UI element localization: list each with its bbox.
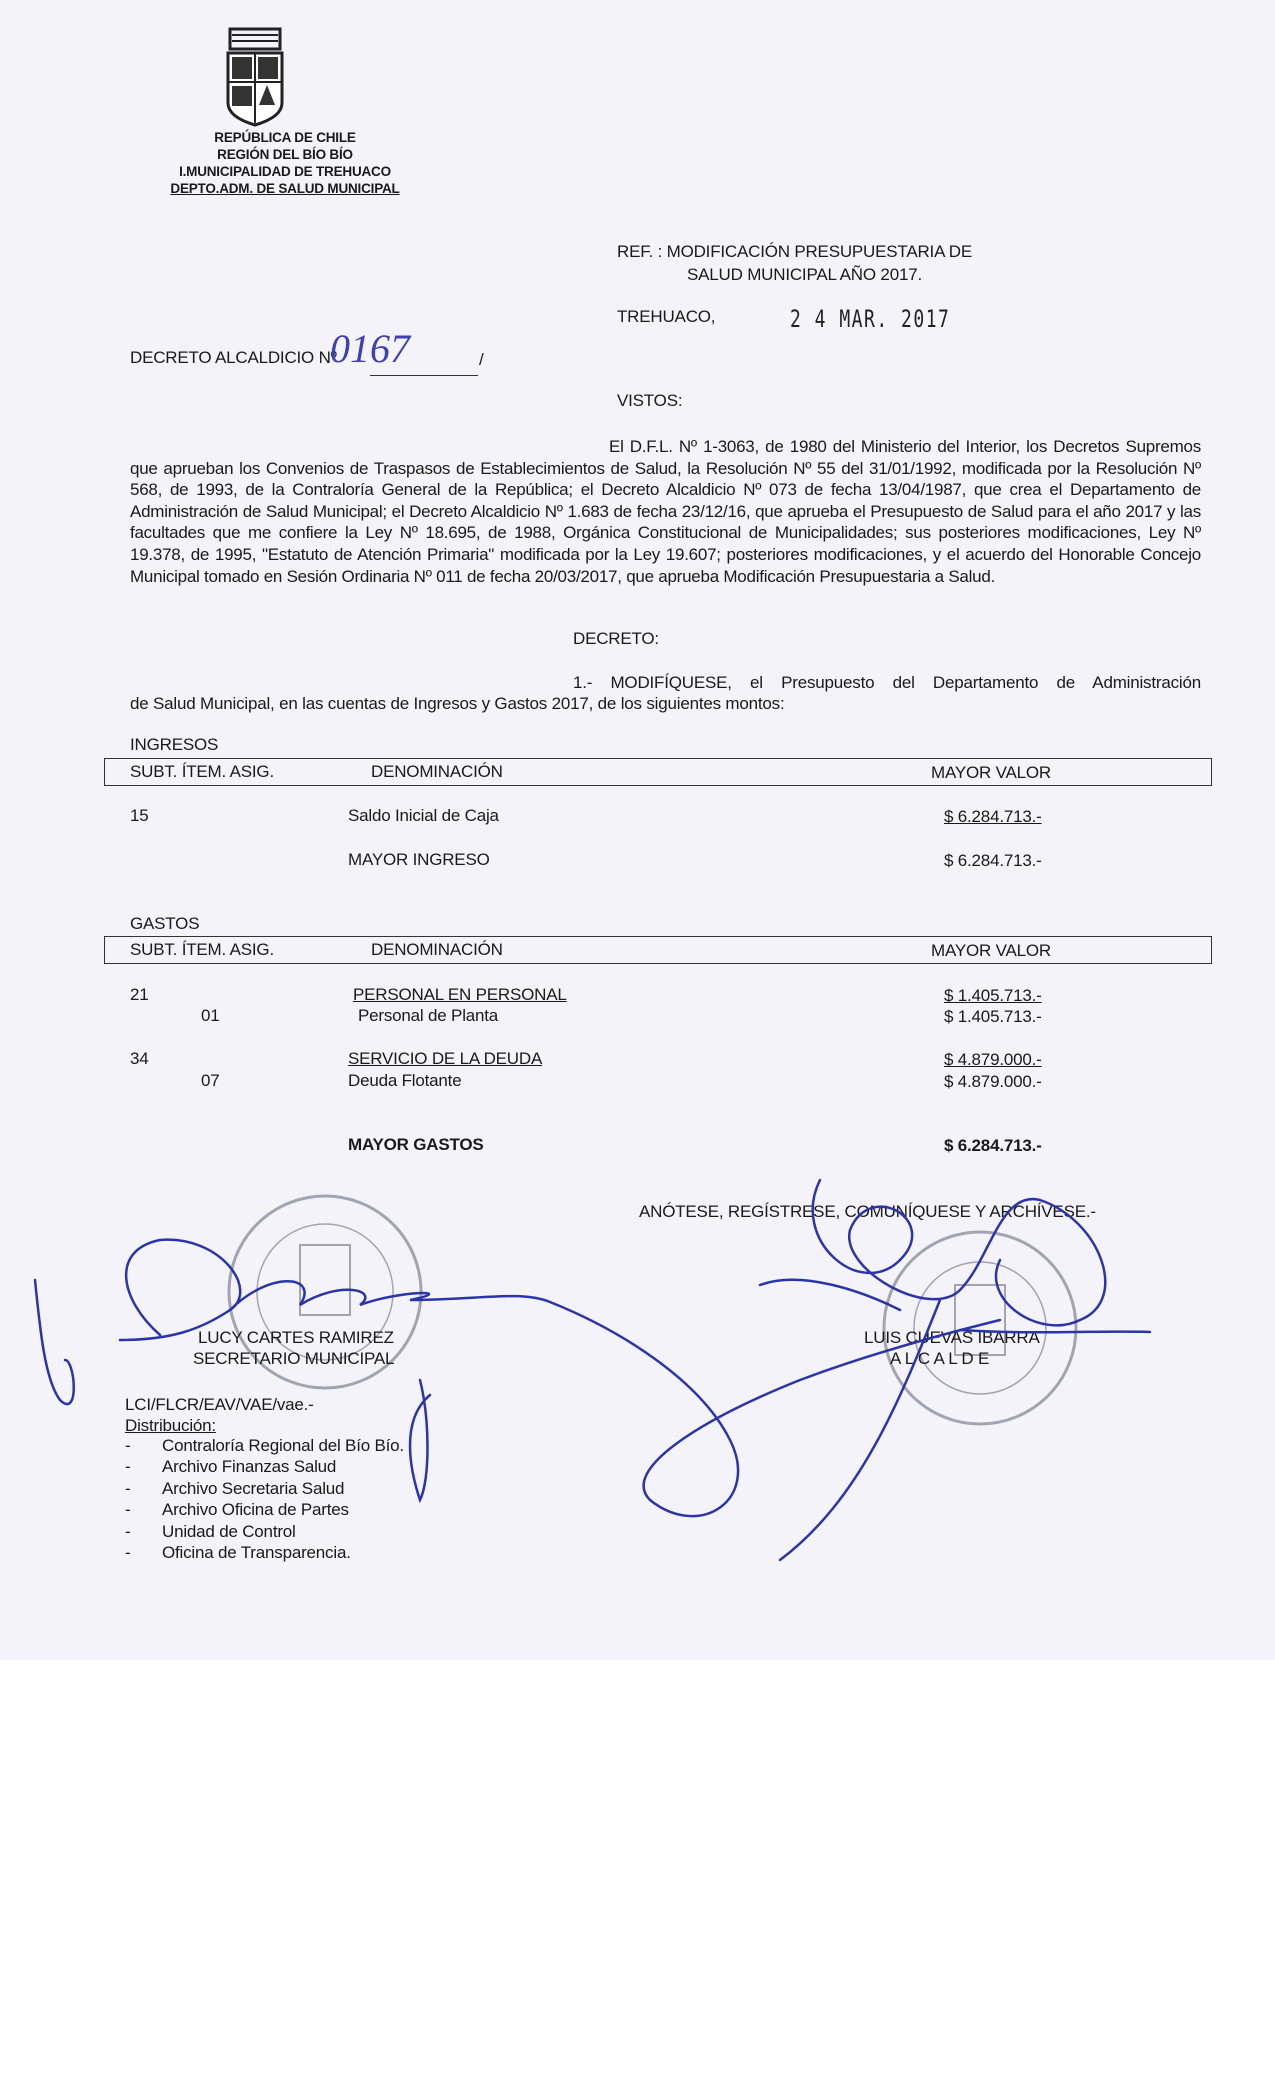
gastos-subt: 34 [130,1049,149,1068]
col-name: DENOMINACIÓN [371,762,503,781]
gastos-name: SERVICIO DE LA DEUDA [348,1049,543,1068]
ref-line-1: REF. : MODIFICACIÓN PRESUPUESTARIA DE [617,242,973,261]
header-line: I.MUNICIPALIDAD DE TREHUACO [179,164,391,179]
list-bullet: - [125,1522,131,1541]
list-item: Unidad de Control [162,1522,296,1541]
left-signatory-title: SECRETARIO MUNICIPAL [193,1349,395,1368]
closing-text: ANÓTESE, REGÍSTRESE, COMUNÍQUESE Y ARCHÍVESE.- [639,1202,1096,1221]
ingresos-value: $ 6.284.713.- [944,807,1042,826]
list-item: Archivo Oficina de Partes [162,1500,349,1519]
list-item: Contraloría Regional del Bío Bío. [162,1436,404,1455]
ref-line-2: SALUD MUNICIPAL AÑO 2017. [687,265,922,284]
col-name: DENOMINACIÓN [371,940,503,959]
vistos-title: VISTOS: [617,391,683,410]
article-1-line-1: 1.- MODIFÍQUESE, el Presupuesto del Departamento de Administración [573,673,1201,692]
col-value: MAYOR VALOR [931,941,1051,960]
col-code: SUBT. ÍTEM. ASIG. [130,762,274,781]
gastos-item: 07 [201,1071,220,1090]
ingresos-title: INGRESOS [130,735,219,754]
mayor-gastos-label: MAYOR GASTOS [348,1135,484,1154]
col-value: MAYOR VALOR [931,763,1051,782]
col-code: SUBT. ÍTEM. ASIG. [130,940,274,959]
right-signatory-title: A L C A L D E [890,1349,990,1368]
list-bullet: - [125,1436,131,1455]
place: TREHUACO, [617,307,716,326]
decree-label: DECRETO ALCALDICIO Nº [130,348,337,367]
list-item: Oficina de Transparencia. [162,1543,351,1562]
list-item: Archivo Secretaria Salud [162,1479,345,1498]
list-bullet: - [125,1457,131,1476]
gastos-value: $ 1.405.713.- [944,1007,1042,1026]
ingresos-name: Saldo Inicial de Caja [348,806,499,825]
mayor-signature [35,1180,1150,1560]
article-1-line-2: de Salud Municipal, en las cuentas de Ingresos y Gastos 2017, de los siguientes montos: [130,694,785,713]
date-stamp: 2 4 MAR. 2017 [790,305,951,333]
initials: LCI/FLCR/EAV/VAE/vae.- [125,1395,314,1414]
ingresos-subt: 15 [130,806,149,825]
secretary-signature [120,1240,1000,1516]
list-bullet: - [125,1479,131,1498]
gastos-value: $ 1.405.713.- [944,986,1042,1005]
mayor-ingreso-label: MAYOR INGRESO [348,850,490,869]
gastos-title: GASTOS [130,914,200,933]
mayor-ingreso-value: $ 6.284.713.- [944,851,1042,870]
vistos-body: Supremos que aprueban los Convenios de Traspasos de Establecimientos de Salud, la Resolución Nº 55 del 31/01/1992, modificada por la Resolución Nº 568, de 1993, de la Contraloría General de la República; el Decreto Alcaldicio Nº 073 de fecha 13/04/1987, que crea el Departamento de Administración de Salud Municipal; el Decreto Alcaldicio Nº 1.683 de fecha 23/12/16, que aprueba el Presupuesto de Salud para el año 2017 y las facultades que me confiere la Ley Nº 18.695, de 1988, Orgánica Constitucional de Municipalidades; sus posteriores modificaciones, Ley Nº 19.378, de 1995, "Estatuto de Atención Primaria" modificada por la Ley 19.607; posteriores modificaciones, y el acuerdo del Honorable Concejo Municipal tomado en Sesión Ordinaria Nº 011 de fecha 20/03/2017, que aprueba Modificación Presupuestaria a Salud. [130,437,1201,586]
header-line: DEPTO.ADM. DE SALUD MUNICIPAL [170,181,400,196]
list-bullet: - [125,1500,131,1519]
header-line: REGIÓN DEL BÍO BÍO [217,147,353,162]
gastos-subt: 21 [130,985,149,1004]
right-signatory-name: LUIS CUEVAS IBARRA [864,1328,1040,1347]
gastos-name: PERSONAL EN PERSONAL [353,985,567,1004]
mayor-gastos-value: $ 6.284.713.- [944,1136,1042,1155]
vistos-first-line: El D.F.L. Nº 1-3063, de 1980 del Ministerio del Interior, los Decretos [609,437,1120,456]
gastos-item: 01 [201,1006,220,1025]
distribution-title: Distribución: [125,1416,216,1435]
gastos-name: Deuda Flotante [348,1071,462,1090]
gastos-value: $ 4.879.000.- [944,1072,1042,1091]
list-bullet: - [125,1543,131,1562]
list-item: Archivo Finanzas Salud [162,1457,337,1476]
decreto-title: DECRETO: [573,629,659,648]
decree-suffix: / [479,350,484,369]
decree-number: 0167 [330,326,410,371]
left-signatory-name: LUCY CARTES RAMIREZ [198,1328,394,1347]
gastos-name: Personal de Planta [358,1006,499,1025]
gastos-value: $ 4.879.000.- [944,1050,1042,1069]
header-line: REPÚBLICA DE CHILE [214,130,356,145]
